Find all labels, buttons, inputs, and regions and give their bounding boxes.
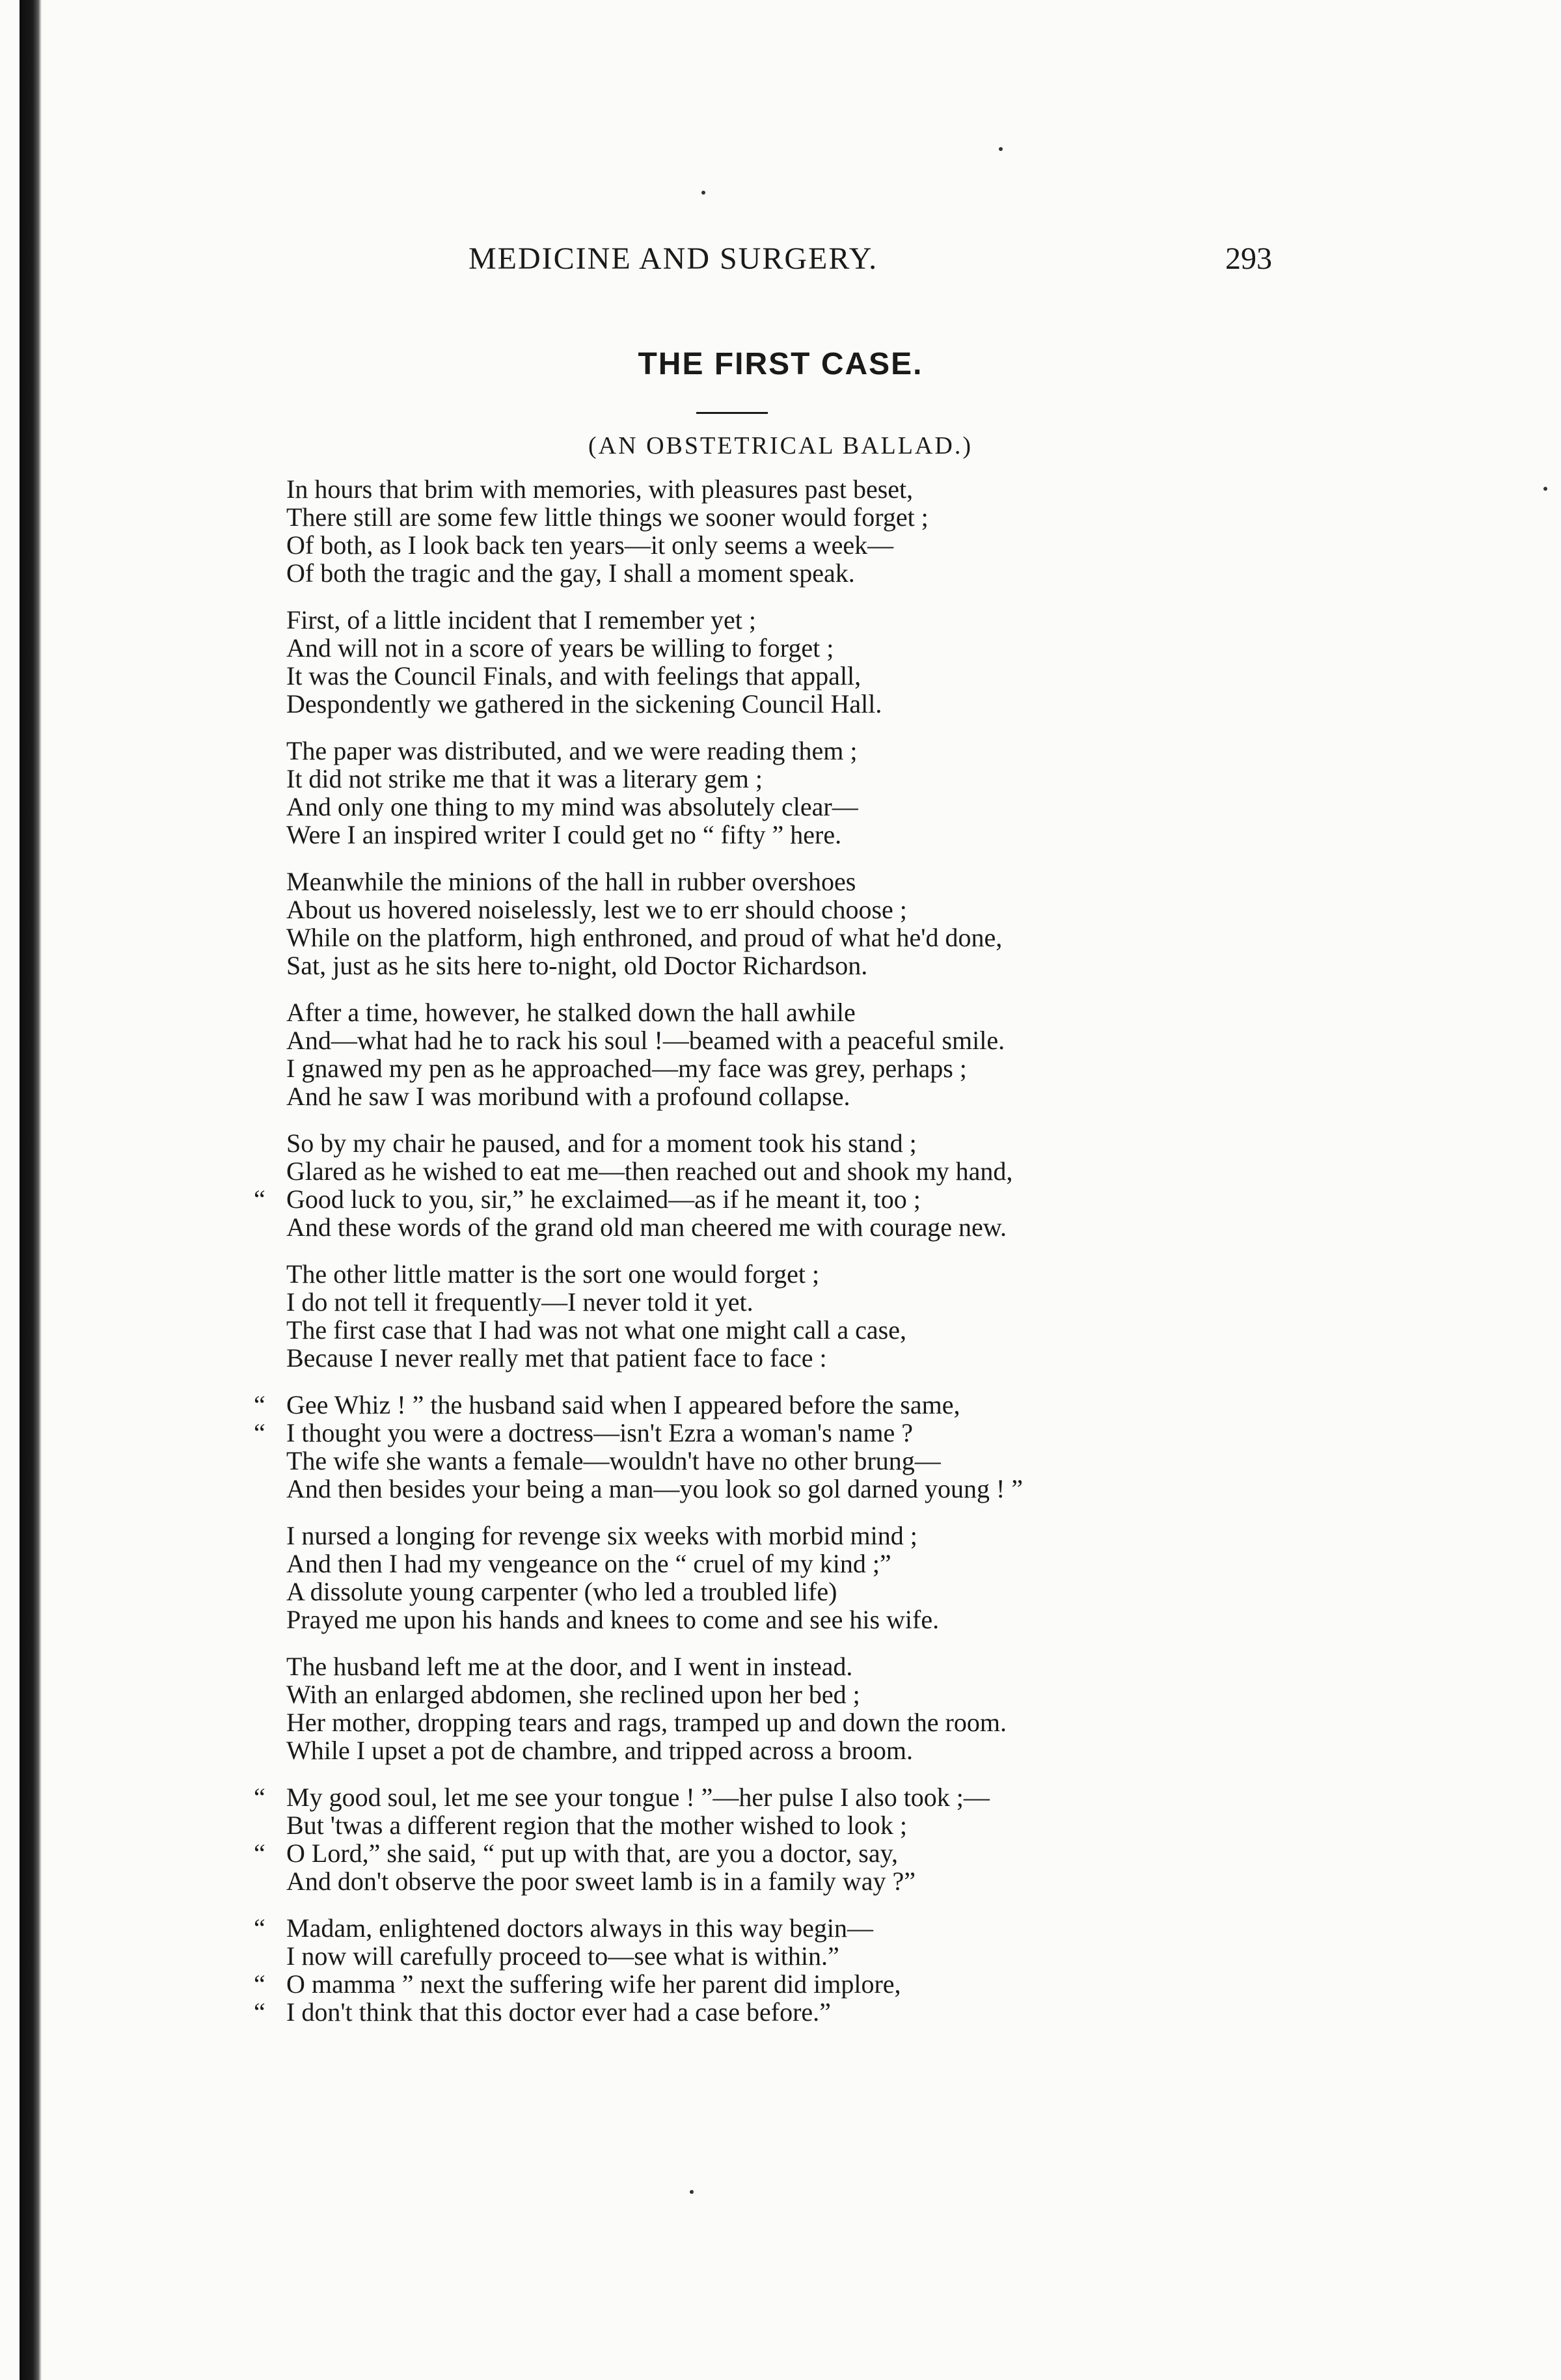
poem-line-text: Gee Whiz ! ” the husband said when I appeared before the same, — [286, 1390, 960, 1419]
poem-line-text: In hours that brim with memories, with pleasures past beset, — [286, 474, 914, 504]
poem-line — [241, 1839, 1308, 1867]
poem-line — [241, 1867, 1308, 1895]
poem-line-text: And these words of the grand old man cheered me with courage new. — [286, 1212, 1007, 1242]
stanza — [241, 475, 1308, 587]
poem-line — [241, 1082, 1308, 1110]
poem-line — [241, 1447, 1308, 1475]
poem-line-text: Good luck to you, sir,” he exclaimed—as if he meant it, too ; — [286, 1184, 921, 1214]
poem-line — [241, 503, 1308, 531]
title-rule — [696, 412, 768, 414]
poem-line — [241, 1783, 1308, 1811]
poem-line — [241, 923, 1308, 951]
poem-line-text: After a time, however, he stalked down the hall awhile — [286, 998, 856, 1027]
poem-line — [241, 765, 1308, 793]
page-number: 293 — [1225, 241, 1272, 276]
poem-line — [241, 606, 1308, 634]
poem-line-text: It was the Council Finals, and with feelings that appall, — [286, 661, 862, 691]
poem-title: THE FIRST CASE. — [638, 347, 923, 381]
poem-line-text: While on the platform, high enthroned, and proud of what he'd done, — [286, 923, 1003, 952]
poem-body — [241, 475, 1308, 2045]
poem-line — [241, 1736, 1308, 1764]
stanza — [241, 1783, 1308, 1895]
scan-speck — [690, 2190, 694, 2194]
opening-quote-mark: “ — [254, 1839, 265, 1868]
stanza — [241, 998, 1308, 1110]
poem-line — [241, 1811, 1308, 1839]
poem-line-text: And then I had my vengeance on the “ cruel of my kind ;” — [286, 1549, 891, 1578]
stanza — [241, 606, 1308, 718]
scan-speck — [701, 191, 705, 195]
stanza — [241, 868, 1308, 979]
poem-line — [241, 475, 1308, 503]
poem-line — [241, 1129, 1308, 1157]
stanza — [241, 737, 1308, 849]
poem-line-text: First, of a little incident that I remember yet ; — [286, 605, 757, 635]
poem-line-text: Her mother, dropping tears and rags, tramped up and down the room. — [286, 1708, 1007, 1737]
poem-line — [241, 1344, 1308, 1372]
poem-line-text: The other little matter is the sort one would forget ; — [286, 1259, 820, 1289]
poem-line — [241, 793, 1308, 821]
poem-line — [241, 1026, 1308, 1054]
opening-quote-mark: “ — [254, 1913, 265, 1943]
poem-line — [241, 821, 1308, 849]
poem-line — [241, 1652, 1308, 1680]
poem-line-text: My good soul, let me see your tongue ! ”—her pulse I also took ;— — [286, 1783, 990, 1812]
scan-speck — [1543, 487, 1547, 491]
poem-line-text: And only one thing to my mind was absolutely clear— — [286, 792, 858, 821]
poem-line-text: I gnawed my pen as he approached—my face was grey, perhaps ; — [286, 1054, 967, 1083]
opening-quote-mark: “ — [254, 1997, 265, 2027]
opening-quote-mark: “ — [254, 1390, 265, 1419]
poem-line — [241, 690, 1308, 718]
stanza — [241, 1914, 1308, 2026]
poem-line-text: And then besides your being a man—you look so gol darned young ! ” — [286, 1474, 1024, 1503]
poem-line-text: Of both, as I look back ten years—it only seems a week— — [286, 530, 894, 560]
poem-line — [241, 662, 1308, 690]
poem-line — [241, 1185, 1308, 1213]
poem-line-text: And don't observe the poor sweet lamb is in a family way ?” — [286, 1867, 916, 1896]
poem-line-text: I now will carefully proceed to—see what is within.” — [286, 1941, 839, 1971]
poem-line-text: Prayed me upon his hands and knees to come and see his wife. — [286, 1605, 940, 1634]
poem-line — [241, 1316, 1308, 1344]
running-head — [468, 239, 1272, 279]
poem-line-text: And will not in a score of years be willing to forget ; — [286, 633, 834, 663]
poem-line-text: O mamma ” next the suffering wife her parent did implore, — [286, 1969, 901, 1999]
poem-line — [241, 1288, 1308, 1316]
poem-line-text: I do not tell it frequently—I never told it yet. — [286, 1287, 753, 1317]
poem-line-text: The husband left me at the door, and I went in instead. — [286, 1652, 853, 1681]
poem-line — [241, 1550, 1308, 1578]
poem-line — [241, 1578, 1308, 1606]
poem-line-text: The first case that I had was not what one might call a case, — [286, 1315, 906, 1345]
scan-speck — [999, 147, 1003, 151]
poem-line — [241, 1606, 1308, 1634]
poem-line-text: I don't think that this doctor ever had a case before.” — [286, 1997, 831, 2027]
poem-line-text: It did not strike me that it was a literary gem ; — [286, 764, 763, 793]
poem-line-text: Meanwhile the minions of the hall in rubber overshoes — [286, 867, 856, 896]
poem-line — [241, 1419, 1308, 1447]
stanza — [241, 1391, 1308, 1503]
poem-line-text: There still are some few little things we sooner would forget ; — [286, 502, 929, 532]
poem-line-text: Sat, just as he sits here to-night, old Doctor Richardson. — [286, 951, 868, 980]
poem-line — [241, 1157, 1308, 1185]
poem-line-text: So by my chair he paused, and for a moment took his stand ; — [286, 1128, 917, 1158]
poem-line — [241, 1970, 1308, 1998]
poem-line-text: Despondently we gathered in the sickening Council Hall. — [286, 689, 882, 718]
poem-line-text: Were I an inspired writer I could get no “ fifty ” here. — [286, 820, 842, 849]
poem-line-text: And he saw I was moribund with a profound collapse. — [286, 1082, 850, 1111]
poem-line-text: While I upset a pot de chambre, and tripped across a broom. — [286, 1736, 914, 1765]
poem-line — [241, 1054, 1308, 1082]
poem-line — [241, 1522, 1308, 1550]
poem-line-text: A dissolute young carpenter (who led a troubled life) — [286, 1577, 837, 1606]
poem-line-text: I thought you were a doctress—isn't Ezra a woman's name ? — [286, 1418, 914, 1447]
opening-quote-mark: “ — [254, 1184, 265, 1214]
poem-line-text: About us hovered noiselessly, lest we to err should choose ; — [286, 895, 907, 924]
poem-line — [241, 1260, 1308, 1288]
poem-line — [241, 1942, 1308, 1970]
poem-line — [241, 531, 1308, 559]
poem-line-text: Of both the tragic and the gay, I shall a moment speak. — [286, 558, 855, 588]
poem-line — [241, 634, 1308, 662]
poem-line-text: The wife she wants a female—wouldn't have no other brung— — [286, 1446, 941, 1475]
poem-line-text: Glared as he wished to eat me—then reached out and shook my hand, — [286, 1156, 1013, 1186]
poem-line-text: I nursed a longing for revenge six weeks with morbid mind ; — [286, 1521, 917, 1550]
opening-quote-mark: “ — [254, 1418, 265, 1447]
poem-line — [241, 1708, 1308, 1736]
stanza — [241, 1652, 1308, 1764]
opening-quote-mark: “ — [254, 1969, 265, 1999]
poem-line-text: Madam, enlightened doctors always in this way begin— — [286, 1913, 874, 1943]
poem-line-text: And—what had he to rack his soul !—beamed with a peaceful smile. — [286, 1026, 1005, 1055]
poem-line-text: Because I never really met that patient face to face : — [286, 1343, 827, 1373]
poem-line-text: But 'twas a different region that the mother wished to look ; — [286, 1811, 908, 1840]
poem-line — [241, 737, 1308, 765]
poem-line — [241, 1914, 1308, 1942]
poem-subtitle: (AN OBSTETRICAL BALLAD.) — [588, 432, 973, 459]
poem-line-text: With an enlarged abdomen, she reclined upon her bed ; — [286, 1680, 860, 1709]
opening-quote-mark: “ — [254, 1783, 265, 1812]
poem-line-text: O Lord,” she said, “ put up with that, are you a doctor, say, — [286, 1839, 898, 1868]
poem-line — [241, 951, 1308, 979]
poem-line — [241, 896, 1308, 923]
poem-line — [241, 1391, 1308, 1419]
stanza — [241, 1129, 1308, 1241]
stanza — [241, 1260, 1308, 1372]
poem-line — [241, 998, 1308, 1026]
running-title: MEDICINE AND SURGERY. — [468, 241, 878, 276]
poem-line — [241, 559, 1308, 587]
poem-line — [241, 868, 1308, 896]
stanza — [241, 1522, 1308, 1634]
poem-line — [241, 1998, 1308, 2026]
poem-line — [241, 1475, 1308, 1503]
poem-line-text: The paper was distributed, and we were reading them ; — [286, 736, 858, 765]
poem-line — [241, 1680, 1308, 1708]
poem-line — [241, 1213, 1308, 1241]
